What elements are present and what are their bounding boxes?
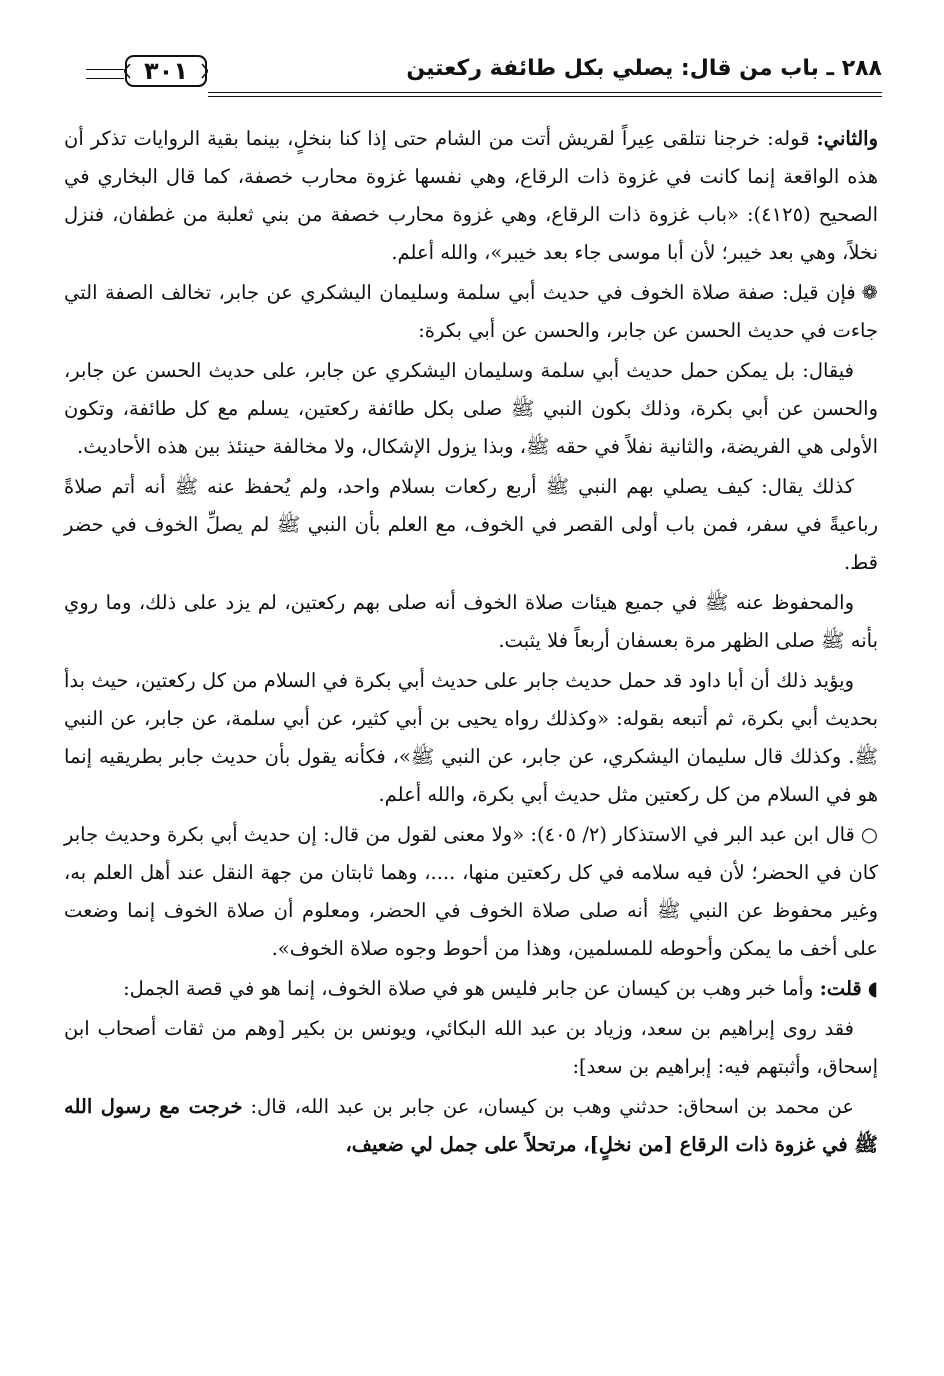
paragraph-text: عن محمد بن اسحاق: حدثني وهب بن كيسان، عن جابر بن عبد الله، قال:	[250, 1095, 854, 1118]
paragraph-abu-dawud	[64, 662, 878, 814]
body-text	[64, 120, 878, 1166]
paragraph-i-said	[64, 970, 878, 1008]
paragraph-lead: قلت:	[819, 977, 862, 1000]
paragraph-text: وأما خبر وهب بن كيسان عن جابر فليس هو في صلاة الخوف، إنما هو في قصة الجمل:	[123, 977, 820, 1000]
paragraph-text: فإن قيل: صفة صلاة الخوف في حديث أبي سلمة وسليمان اليشكري عن جابر، تخالف الصفة التي جاءت في حديث الحسن عن جابر، والحسن عن أبي بكرة:	[64, 281, 878, 342]
circle-marker-icon: ○	[860, 823, 879, 846]
paragraph-text: ويؤيد ذلك أن أبا داود قد حمل حديث جابر على حديث أبي بكرة في السلام من كل ركعتين، حيث بدأ بحديث أبي بكرة، ثم أتبعه بقوله: «وكذلك رواه يحيى بن أبي كثير، عن أبي سلمة، عن جابر، عن النبي ﷺ. وكذلك قال سليمان اليشكري، عن جابر، عن النبي ﷺ»، فكأنه يقول بأن حديث جابر بطريقيه إنما هو في السلام من كل ركعتين مثل حديث أبي بكرة، والله أعلم.	[64, 669, 878, 806]
header-rule-thin	[208, 96, 882, 97]
running-title: ٢٨٨ ـ باب من قال: يصلي بكل طائفة ركعتين	[406, 56, 882, 81]
page-number: ٣٠١	[144, 57, 188, 85]
paragraph-objection	[64, 274, 878, 350]
paragraph-narrators	[64, 1010, 878, 1086]
paragraph-lead: والثاني:	[816, 127, 878, 150]
paragraph-preserved	[64, 584, 878, 660]
paragraph-ibn-abd-al-barr	[64, 816, 878, 968]
paragraph-text: فيقال: بل يمكن حمل حديث أبي سلمة وسليمان اليشكري عن جابر، على حديث الحسن عن جابر، والحسن عن أبي بكرة، وذلك بكون النبي ﷺ صلى بكل طائفة ركعتين، يسلم مع كل طائفة، وتكون الأولى هي الفريضة، والثانية نفلاً في حقه ﷺ، وبذا يزول الإشكال، ولا مخالفة حينئذ بين هذه الأحاديث.	[64, 359, 878, 458]
paragraph-text: قال ابن عبد البر في الاستذكار (٢/ ٤٠٥): «ولا معنى لقول من قال: إن حديث أبي بكرة وحديث جابر كان في الحضر؛ لأن فيه سلامه في كل ركعتين منها، ....، وهما ثابتان من جهة النقل عند أهل العلم به، وغير محفوظ عن النبي ﷺ أنه صلى صلاة الخوف في الحضر، ومعلوم أن صلاة الخوف إنما وضعت على أخف ما يمكن وأحوطه للمسلمين، وهذا من أحوط وجوه صلاة الخوف».	[64, 823, 878, 960]
page-number-frame	[124, 52, 208, 90]
paragraph-also-said	[64, 468, 878, 582]
paragraph-text: كذلك يقال: كيف يصلي بهم النبي ﷺ أربع ركعات بسلام واحد، ولم يُحفظ عنه ﷺ أنه أتم صلاةً رباعيةً في سفر، فمن باب أولى القصر في الخوف، مع العلم بأن النبي ﷺ لم يصلِّ الخوف في حضر قط.	[64, 475, 878, 574]
paragraph-text: والمحفوظ عنه ﷺ في جميع هيئات صلاة الخوف أنه صلى بهم ركعتين، لم يزد على ذلك، وما روي بأنه ﷺ صلى الظهر مرة بعسفان أربعاً فلا يثبت.	[64, 591, 878, 652]
paragraph-text: فقد روى إبراهيم بن سعد، وزياد بن عبد الله البكائي، ويونس بن بكير [وهم من ثقات أصحاب ابن إسحاق، وأثبتهم فيه: إبراهيم بن سعد]:	[64, 1017, 878, 1078]
paragraph-answer	[64, 352, 878, 466]
flower-marker-icon: ❁	[861, 281, 878, 304]
half-circle-marker-icon: ◖	[867, 977, 878, 1000]
header-ornament-lines	[86, 69, 124, 79]
paragraph-hadith	[64, 1088, 878, 1164]
page-header	[86, 52, 882, 104]
paragraph-text: قوله: خرجنا نتلقى عِيراً لقريش أتت من الشام حتى إذا كنا بنخلٍ، بينما بقية الروايات تذكر أن هذه الواقعة إنما كانت في غزوة ذات الرقاع، وهي نفسها غزوة محارب خصفة، كما قال البخاري في الصحيح (٤١٢٥): «باب غزوة ذات الرقاع، وهي غزوة محارب خصفة من بني ثعلبة من غطفان، فنزل نخلاً، وهي بعد خيبر؛ لأن أبا موسى جاء بعد خيبر»، والله أعلم.	[64, 127, 878, 264]
header-rule	[208, 92, 882, 93]
hadith-text: خرجت مع رسول الله ﷺ في غزوة ذات الرقاع [من نخلٍ]، مرتحلاً على جمل لي ضعيف،	[64, 1095, 878, 1156]
paragraph-second-point	[64, 120, 878, 272]
